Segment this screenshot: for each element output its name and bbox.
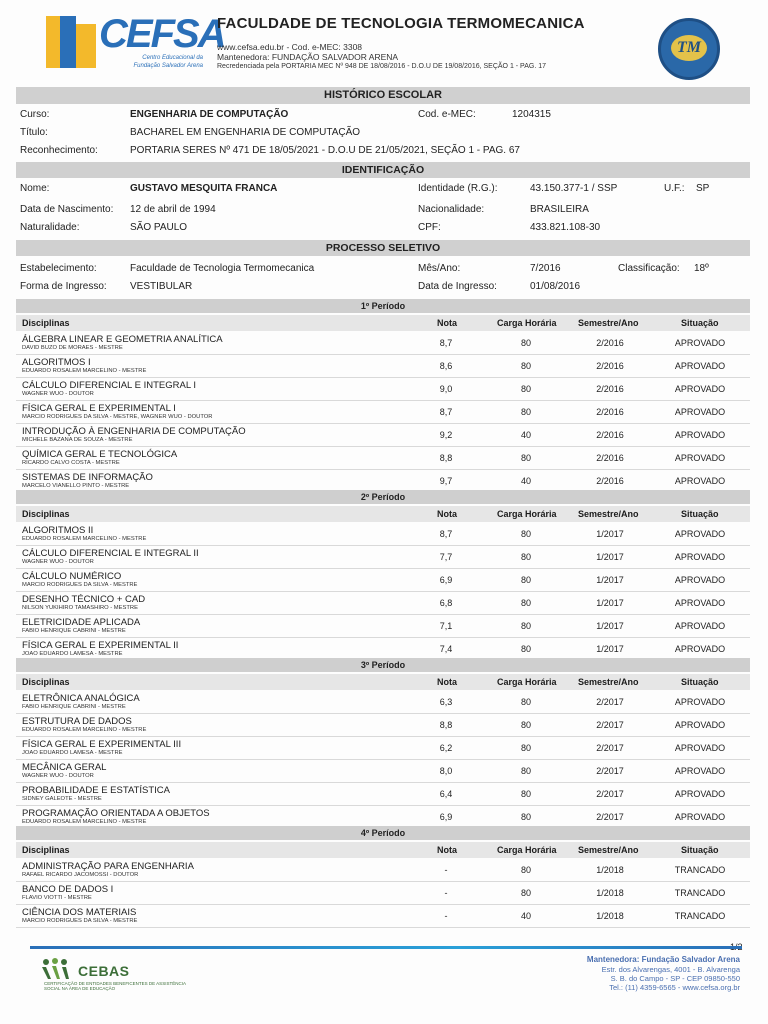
carga-cell: 80 (520, 621, 531, 631)
uf-label: U.F.: (664, 183, 685, 194)
period-title: 4º Período (16, 826, 750, 840)
cebas-logo-icon (40, 957, 80, 981)
reconhecimento-label: Reconhecimento: (20, 145, 98, 156)
situacao-cell: APROVADO (674, 743, 726, 753)
emec-value: 1204315 (512, 109, 551, 120)
period-title: 2º Período (16, 490, 750, 504)
footer-mantenedora: Mantenedora: Fundação Salvador Arena (586, 955, 740, 964)
col-nota: Nota (437, 318, 457, 328)
table-row (16, 737, 750, 760)
disciplina-professor: EDUARDO ROSALEM MARCELINO - MESTRE (22, 727, 147, 733)
cpf-value: 433.821.108-30 (530, 222, 601, 233)
disciplina-professor: RICARDO CALVO COSTA - MESTRE (22, 460, 120, 466)
situacao-cell: APROVADO (674, 407, 726, 417)
nota-cell: - (444, 865, 448, 875)
disciplina-professor: MARCIO RODRIGUES DA SILVA - MESTRE (22, 582, 138, 588)
semestre-cell: 1/2018 (596, 865, 624, 875)
disciplina-name: QUÍMICA GERAL E TECNOLÓGICA (22, 449, 178, 460)
disciplina-professor: FABIO HENRIQUE CABRINI - MESTRE (22, 628, 126, 634)
situacao-cell: APROVADO (674, 476, 726, 486)
column-header-row (16, 674, 750, 690)
carga-cell: 80 (520, 888, 531, 898)
disciplina-name: FÍSICA GERAL E EXPERIMENTAL II (22, 640, 179, 651)
nota-cell: - (444, 911, 448, 921)
situacao-cell: APROVADO (674, 789, 726, 799)
rg-label: Identidade (R.G.): (418, 183, 498, 194)
disciplina-professor: WAGNER WUO - DOUTOR (22, 773, 94, 779)
carga-cell: 80 (520, 766, 531, 776)
disciplina-professor: DAVID BUZO DE MORAES - MESTRE (22, 345, 123, 351)
col-carga: Carga Horária (497, 318, 557, 328)
carga-cell: 80 (520, 598, 531, 608)
table-row (16, 424, 750, 447)
table-row (16, 714, 750, 737)
disciplina-professor: SIDNEY GALEOTE - MESTRE (22, 796, 102, 802)
semestre-cell: 1/2018 (596, 888, 624, 898)
disciplina-name: ESTRUTURA DE DADOS (22, 716, 132, 727)
table-row (16, 859, 750, 882)
nota-cell: 7,1 (439, 621, 453, 631)
document-footer (0, 935, 768, 1024)
disciplina-professor: EDUARDO ROSALEM MARCELINO - MESTRE (22, 368, 147, 374)
disciplina-name: FÍSICA GERAL E EXPERIMENTAL I (22, 403, 176, 414)
carga-cell: 40 (520, 911, 531, 921)
nota-cell: 8,8 (439, 453, 453, 463)
disciplina-name: BANCO DE DADOS I (22, 884, 114, 895)
carga-cell: 40 (520, 476, 531, 486)
col-nota: Nota (437, 845, 457, 855)
semestre-cell: 2/2016 (596, 407, 624, 417)
col-carga: Carga Horária (497, 677, 557, 687)
carga-cell: 80 (520, 407, 531, 417)
nota-cell: 8,7 (439, 338, 453, 348)
situacao-cell: TRANCADO (674, 911, 726, 921)
semestre-cell: 2/2016 (596, 453, 624, 463)
carga-cell: 80 (520, 812, 531, 822)
disciplina-professor: NILSON YUKIHIRO TAMASHIRO - MESTRE (22, 605, 138, 611)
nome-value: GUSTAVO MESQUITA FRANCA (130, 183, 278, 194)
cefsa-logo: CEFSA (99, 12, 225, 56)
situacao-cell: APROVADO (674, 552, 726, 562)
disciplina-name: CÁLCULO DIFERENCIAL E INTEGRAL I (22, 380, 197, 391)
situacao-cell: APROVADO (674, 812, 726, 822)
footer-address-2: S. B. do Campo - SP - CEP 09850-550 (610, 974, 740, 983)
naturalidade-value: SÃO PAULO (130, 222, 188, 233)
col-carga: Carga Horária (497, 845, 557, 855)
situacao-cell: APROVADO (674, 644, 726, 654)
disciplina-name: ELETRICIDADE APLICADA (22, 617, 141, 628)
tm-seal-icon: TM (658, 18, 720, 80)
disciplina-professor: WAGNER WUO - DOUTOR (22, 559, 94, 565)
disciplina-professor: JOAO EDUARDO LAMESA - MESTRE (22, 651, 123, 657)
emec-label: Cod. e-MEC: (418, 109, 476, 120)
table-row (16, 523, 750, 546)
historico-title: HISTÓRICO ESCOLAR (16, 87, 750, 104)
carga-cell: 80 (520, 720, 531, 730)
disciplina-name: ALGORITMOS II (22, 525, 94, 536)
disciplina-name: PROBABILIDADE E ESTATÍSTICA (22, 785, 170, 796)
disciplina-professor: EDUARDO ROSALEM MARCELINO - MESTRE (22, 819, 147, 825)
nota-cell: 8,7 (439, 407, 453, 417)
ingresso-value: 01/08/2016 (530, 281, 581, 292)
table-row (16, 592, 750, 615)
rg-value: 43.150.377-1 / SSP (530, 183, 618, 194)
semestre-cell: 1/2017 (596, 575, 624, 585)
classificacao-label: Classificação: (618, 263, 680, 274)
semestre-cell: 1/2017 (596, 552, 624, 562)
nota-cell: 9,2 (439, 430, 453, 440)
cefsa-logo-mark (46, 16, 96, 68)
col-situacao: Situação (681, 318, 719, 328)
nota-cell: 9,0 (439, 384, 453, 394)
situacao-cell: APROVADO (674, 430, 726, 440)
logo-tagline: Centro Educacional da Fundação Salvador Arena (133, 55, 203, 69)
nota-cell: 6,2 (439, 743, 453, 753)
disciplina-name: DESENHO TÉCNICO + CAD (22, 594, 146, 605)
table-row (16, 355, 750, 378)
nota-cell: 9,7 (439, 476, 453, 486)
nascimento-value: 12 de abril de 1994 (130, 204, 216, 215)
col-disciplinas: Disciplinas (22, 845, 70, 855)
situacao-cell: APROVADO (674, 338, 726, 348)
disciplina-professor: FABIO HENRIQUE CABRINI - MESTRE (22, 704, 126, 710)
semestre-cell: 1/2017 (596, 621, 624, 631)
situacao-cell: APROVADO (674, 621, 726, 631)
situacao-cell: TRANCADO (674, 865, 726, 875)
disciplina-professor: EDUARDO ROSALEM MARCELINO - MESTRE (22, 536, 147, 542)
situacao-cell: APROVADO (674, 598, 726, 608)
nacionalidade-label: Nacionalidade: (418, 204, 485, 215)
document-header (0, 0, 768, 84)
table-row (16, 546, 750, 569)
mesano-value: 7/2016 (530, 263, 561, 274)
nota-cell: - (444, 888, 448, 898)
nota-cell: 8,8 (439, 720, 453, 730)
table-row (16, 691, 750, 714)
nota-cell: 7,7 (439, 552, 453, 562)
cebas-caption: CERTIFICAÇÃO DE ENTIDADES BENEFICENTES DE ASSISTÊNCIA SOCIAL NA ÁREA DE EDUCAÇÃO (44, 981, 186, 991)
institution-title: FACULDADE DE TECNOLOGIA TERMOMECANICA (217, 15, 585, 32)
mesano-label: Mês/Ano: (418, 263, 461, 274)
classificacao-value: 18º (694, 263, 709, 274)
col-semestre: Semestre/Ano (578, 677, 639, 687)
disciplina-professor: RAFAEL RICARDO JACOMOSSI - DOUTOR (22, 872, 139, 878)
carga-cell: 80 (520, 743, 531, 753)
table-row (16, 332, 750, 355)
situacao-cell: APROVADO (674, 766, 726, 776)
disciplina-name: CÁLCULO NUMÉRICO (22, 571, 122, 582)
disciplina-professor: FLAVIO VIOTTI - MESTRE (22, 895, 92, 901)
situacao-cell: APROVADO (674, 361, 726, 371)
nome-label: Nome: (20, 183, 50, 194)
table-row (16, 569, 750, 592)
nascimento-label: Data de Nascimento: (20, 204, 114, 215)
table-row (16, 783, 750, 806)
table-row (16, 447, 750, 470)
carga-cell: 80 (520, 338, 531, 348)
col-disciplinas: Disciplinas (22, 677, 70, 687)
nota-cell: 7,4 (439, 644, 453, 654)
carga-cell: 80 (520, 361, 531, 371)
disciplina-name: ADMINISTRAÇÃO PARA ENGENHARIA (22, 861, 194, 872)
header-line-3: Recredenciada pela PORTARIA MEC Nº 948 DE 18/08/2016 - D.O.U DE 19/08/2016, SEÇÃO 1 - PAG. 17 (217, 63, 546, 70)
forma-label: Forma de Ingresso: (20, 281, 107, 292)
col-situacao: Situação (681, 845, 719, 855)
col-situacao: Situação (681, 677, 719, 687)
disciplina-professor: MARCIO RODRIGUES DA SILVA - MESTRE (22, 918, 138, 924)
carga-cell: 80 (520, 865, 531, 875)
disciplina-name: PROGRAMAÇÃO ORIENTADA A OBJETOS (22, 808, 210, 819)
titulo-value: BACHAREL EM ENGENHARIA DE COMPUTAÇÃO (130, 127, 361, 138)
nacionalidade-value: BRASILEIRA (530, 204, 589, 215)
col-semestre: Semestre/Ano (578, 845, 639, 855)
col-carga: Carga Horária (497, 509, 557, 519)
table-row (16, 615, 750, 638)
situacao-cell: APROVADO (674, 453, 726, 463)
semestre-cell: 2/2016 (596, 361, 624, 371)
semestre-cell: 1/2018 (596, 911, 624, 921)
curso-label: Curso: (20, 109, 50, 120)
semestre-cell: 2/2017 (596, 697, 624, 707)
header-line-2: Mantenedora: FUNDAÇÃO SALVADOR ARENA (217, 52, 399, 62)
disciplina-professor: WAGNER WUO - DOUTOR (22, 391, 94, 397)
carga-cell: 80 (520, 453, 531, 463)
semestre-cell: 2/2017 (596, 812, 624, 822)
processo-title: PROCESSO SELETIVO (16, 240, 750, 256)
footer-address-1: Estr. dos Alvarengas, 4001 - B. Alvarenga (601, 965, 740, 974)
footer-divider (30, 946, 742, 949)
cpf-label: CPF: (418, 222, 441, 233)
carga-cell: 80 (520, 644, 531, 654)
nota-cell: 8,6 (439, 361, 453, 371)
situacao-cell: APROVADO (674, 720, 726, 730)
table-row (16, 905, 750, 928)
semestre-cell: 2/2016 (596, 338, 624, 348)
table-row (16, 401, 750, 424)
semestre-cell: 2/2016 (596, 430, 624, 440)
semestre-cell: 1/2017 (596, 644, 624, 654)
semestre-cell: 1/2017 (596, 529, 624, 539)
carga-cell: 80 (520, 384, 531, 394)
situacao-cell: TRANCADO (674, 888, 726, 898)
semestre-cell: 2/2016 (596, 384, 624, 394)
carga-cell: 80 (520, 552, 531, 562)
ingresso-label: Data de Ingresso: (418, 281, 497, 292)
header-line-1: www.cefsa.edu.br - Cod. e-MEC: 3308 (217, 42, 363, 52)
situacao-cell: APROVADO (674, 575, 726, 585)
carga-cell: 80 (520, 697, 531, 707)
footer-address-3: Tel.: (11) 4359-6565 - www.cefsa.org.br (609, 983, 740, 992)
col-semestre: Semestre/Ano (578, 509, 639, 519)
disciplina-name: ÁLGEBRA LINEAR E GEOMETRIA ANALÍTICA (22, 334, 223, 345)
column-header-row (16, 315, 750, 331)
cebas-logo-text: CEBAS (78, 963, 130, 979)
nota-cell: 6,9 (439, 575, 453, 585)
curso-value: ENGENHARIA DE COMPUTAÇÃO (130, 109, 289, 120)
semestre-cell: 2/2016 (596, 476, 624, 486)
col-disciplinas: Disciplinas (22, 509, 70, 519)
forma-value: VESTIBULAR (130, 281, 193, 292)
column-header-row (16, 842, 750, 858)
nota-cell: 8,7 (439, 529, 453, 539)
nota-cell: 6,3 (439, 697, 453, 707)
disciplina-name: ELETRÔNICA ANALÓGICA (22, 693, 140, 704)
col-situacao: Situação (681, 509, 719, 519)
estabelecimento-label: Estabelecimento: (20, 263, 97, 274)
disciplina-name: CIÊNCIA DOS MATERIAIS (22, 907, 137, 918)
situacao-cell: APROVADO (674, 529, 726, 539)
col-disciplinas: Disciplinas (22, 318, 70, 328)
table-row (16, 378, 750, 401)
situacao-cell: APROVADO (674, 384, 726, 394)
semestre-cell: 1/2017 (596, 598, 624, 608)
nota-cell: 6,4 (439, 789, 453, 799)
carga-cell: 40 (520, 430, 531, 440)
identificacao-title: IDENTIFICAÇÃO (16, 162, 750, 178)
nota-cell: 8,0 (439, 766, 453, 776)
carga-cell: 80 (520, 529, 531, 539)
table-row (16, 760, 750, 783)
disciplina-name: SISTEMAS DE INFORMAÇÃO (22, 472, 153, 483)
disciplina-name: INTRODUÇÃO À ENGENHARIA DE COMPUTAÇÃO (22, 426, 246, 437)
situacao-cell: APROVADO (674, 697, 726, 707)
naturalidade-label: Naturalidade: (20, 222, 80, 233)
disciplina-professor: MICHELE BAZANA DE SOUZA - MESTRE (22, 437, 133, 443)
estabelecimento-value: Faculdade de Tecnologia Termomecanica (130, 263, 315, 274)
disciplina-professor: MARCIO RODRIGUES DA SILVA - MESTRE, WAGNER WUO - DOUTOR (22, 414, 213, 420)
carga-cell: 80 (520, 789, 531, 799)
uf-value: SP (696, 183, 710, 194)
semestre-cell: 2/2017 (596, 789, 624, 799)
semestre-cell: 2/2017 (596, 766, 624, 776)
nota-cell: 6,9 (439, 812, 453, 822)
col-nota: Nota (437, 509, 457, 519)
column-header-row (16, 506, 750, 522)
disciplina-name: FÍSICA GERAL E EXPERIMENTAL III (22, 739, 182, 750)
disciplina-name: CÁLCULO DIFERENCIAL E INTEGRAL II (22, 548, 199, 559)
table-row (16, 882, 750, 905)
col-semestre: Semestre/Ano (578, 318, 639, 328)
col-nota: Nota (437, 677, 457, 687)
carga-cell: 80 (520, 575, 531, 585)
disciplina-name: ALGORITMOS I (22, 357, 91, 368)
semestre-cell: 2/2017 (596, 720, 624, 730)
titulo-label: Título: (20, 127, 48, 138)
disciplina-professor: JOAO EDUARDO LAMESA - MESTRE (22, 750, 123, 756)
semestre-cell: 2/2017 (596, 743, 624, 753)
period-title: 1º Período (16, 299, 750, 313)
disciplina-name: MECÂNICA GERAL (22, 762, 107, 773)
period-title: 3º Período (16, 658, 750, 672)
disciplina-professor: MARCELO VIANELLO PINTO - MESTRE (22, 483, 130, 489)
nota-cell: 6,8 (439, 598, 453, 608)
reconhecimento-value: PORTARIA SERES Nº 471 DE 18/05/2021 - D.O.U DE 21/05/2021, SEÇÃO 1 - PAG. 67 (130, 145, 520, 156)
